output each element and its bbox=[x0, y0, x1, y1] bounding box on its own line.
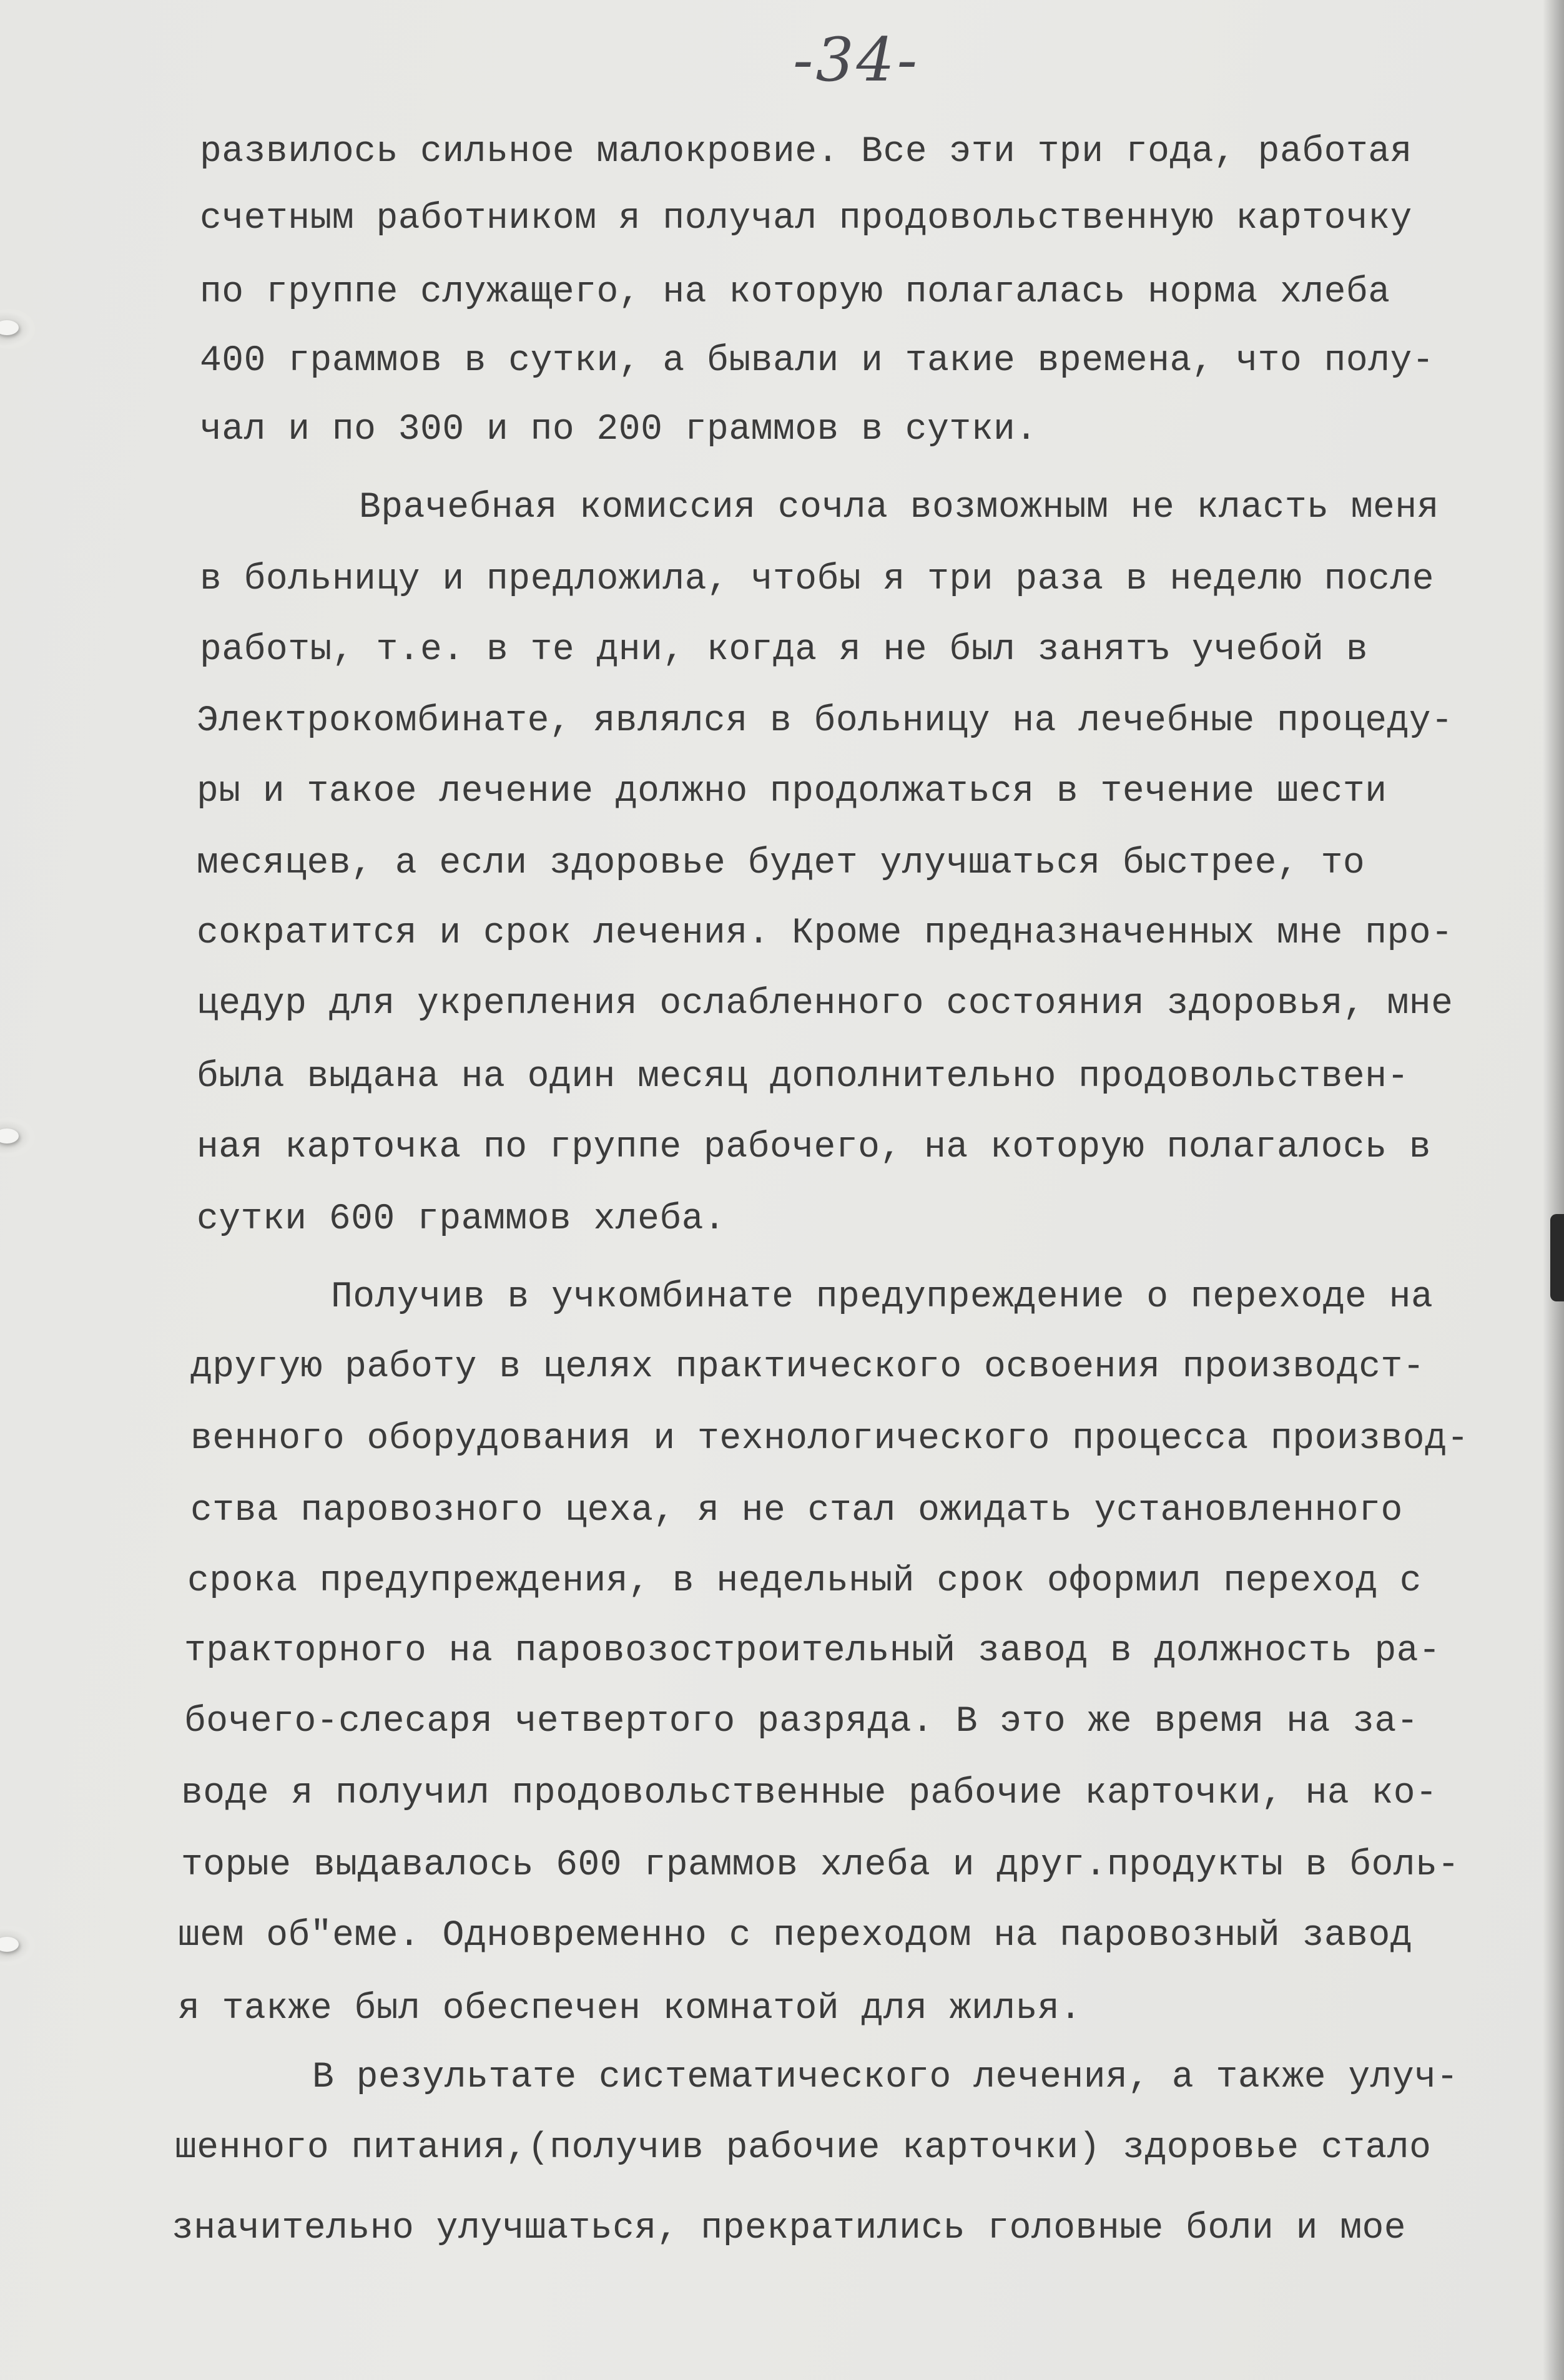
binder-clip bbox=[1550, 1214, 1564, 1301]
text-line: тракторного на паровозостроительный завод в должность ра- bbox=[184, 1631, 1441, 1672]
text-line: в больницу и предложила, чтобы я три раза в неделю после bbox=[200, 559, 1435, 600]
punch-hole bbox=[0, 1926, 35, 1966]
text-line: по группе служащего, на которую полагалась норма хлеба bbox=[200, 272, 1390, 313]
text-line: торые выдавалось 600 граммов хлеба и друг.продукты в боль- bbox=[181, 1845, 1460, 1886]
text-line: сократится и срок лечения. Кроме предназначенных мне про- bbox=[197, 913, 1453, 954]
text-line: венного оборудования и технологического процесса производ- bbox=[190, 1419, 1469, 1459]
text-line: шенного питания,(получив рабочие карточки) здоровье стало bbox=[175, 2128, 1432, 2168]
text-line: была выдана на один месяц дополнительно продовольствен- bbox=[197, 1057, 1409, 1097]
text-line: я также был обеспечен комнатой для жилья. bbox=[178, 1989, 1082, 2029]
page-edge-shadow bbox=[1543, 0, 1564, 2380]
text-line: срока предупреждения, в недельный срок оформил переход с bbox=[187, 1561, 1422, 1602]
page-number: -34- bbox=[793, 25, 920, 95]
text-line: ры и такое лечение должно продолжаться в течение шести bbox=[197, 771, 1387, 812]
text-line: 400 граммов в сутки, а бывали и такие времена, что полу- bbox=[200, 341, 1435, 381]
text-line: В результате систематического лечения, а также улуч- bbox=[312, 2057, 1458, 2098]
text-line: счетным работником я получал продовольственную карточку bbox=[200, 198, 1412, 239]
text-line: работы, т.е. в те дни, когда я не был занятъ учебой в bbox=[200, 630, 1369, 670]
text-line: Врачебная комиссия сочла возможным не класть меня bbox=[359, 487, 1439, 528]
text-line: Электрокомбинате, являлся в больницу на лечебные процеду- bbox=[197, 701, 1453, 742]
text-line: развилось сильное малокровие. Все эти три года, работая bbox=[200, 132, 1412, 172]
text-line: Получив в учкомбинате предупреждение о переходе на bbox=[331, 1277, 1434, 1318]
text-line: шем об"еме. Одновременно с переходом на паровозный завод bbox=[178, 1916, 1413, 1956]
text-line: ства паровозного цеха, я не стал ожидать установленного bbox=[190, 1491, 1403, 1531]
text-line: другую работу в целях практического освоения производст- bbox=[190, 1347, 1425, 1388]
text-line: значительно улучшаться, прекратились головные боли и мое bbox=[172, 2208, 1407, 2249]
text-line: месяцев, а если здоровье будет улучшаться быстрее, то bbox=[197, 843, 1365, 884]
text-line: цедур для укрепления ослабленного состояния здоровья, мне bbox=[197, 984, 1453, 1024]
text-line: чал и по 300 и по 200 граммов в сутки. bbox=[200, 409, 1038, 450]
text-line: бочего-слесаря четвертого разряда. В это же время на за- bbox=[184, 1702, 1419, 1742]
text-line: воде я получил продовольственные рабочие карточки, на ко- bbox=[181, 1773, 1438, 1814]
text-line: сутки 600 граммов хлеба. bbox=[197, 1199, 726, 1240]
text-line: ная карточка по группе рабочего, на которую полагалось в bbox=[197, 1127, 1432, 1168]
